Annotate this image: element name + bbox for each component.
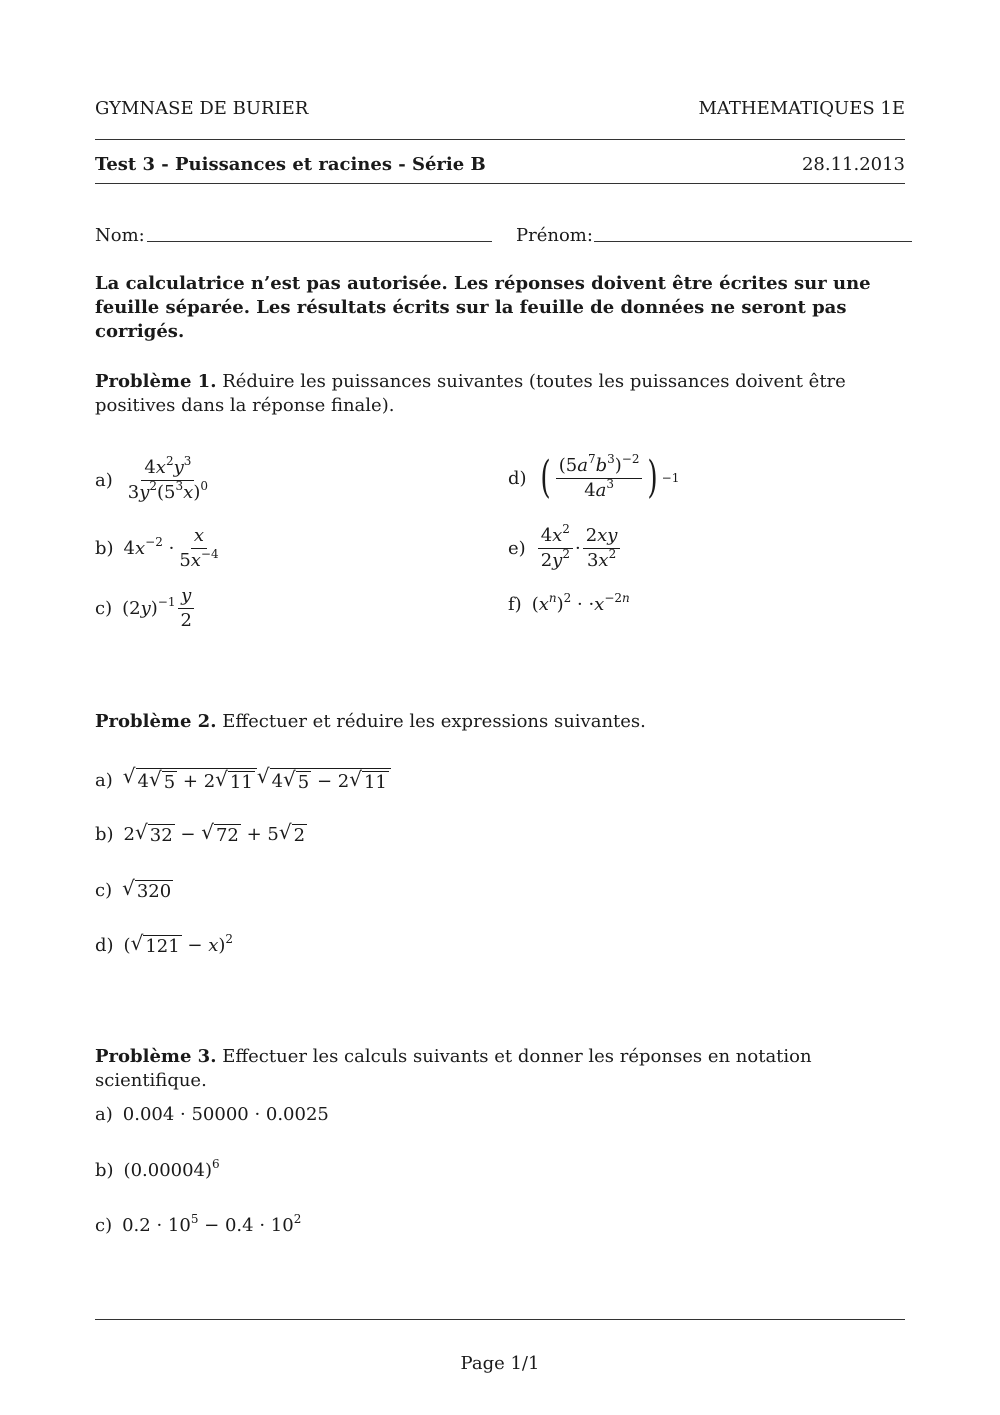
expr-1e: $\frac{4x^2}{2y^2}$ [538, 526, 573, 571]
problem2-statement [95, 710, 907, 734]
problem3-item-a: a) 0.004 · 50000 · 0.0025 [95, 1104, 329, 1125]
problem2-item-b: b) 2 √ 32 − √ 72 + 5 √ 2 [95, 820, 306, 846]
problem3-title: Problème 3. [95, 1046, 217, 1067]
problem3-item-c: c) $0.2 \cdot 10^5 - 0.4 \cdot 10^2$ [95, 1212, 302, 1236]
problem1-item-c: c) $(2y)^{-1}$ $\frac{y}{2}$ [95, 586, 197, 631]
expr-1a: $\frac{4x^2y^3}{3y^2(5^3x)^0}$ [127, 454, 208, 503]
nom-label: Nom: [95, 225, 145, 246]
problem1-statement [95, 370, 907, 418]
problem2-item-c: c) √ 320 [95, 876, 172, 902]
problem2-item-a: a) √ 4 √ 5 + 2 √ 11 √ 4 √ 5 − 2 √ 11 [95, 766, 391, 795]
problem2-title: Problème 2. [95, 711, 217, 732]
expr-2c: √ 320 [122, 876, 172, 902]
expr-2a: √ 4 √ 5 + 2 √ 11 [123, 766, 257, 795]
problem2-item-d: d) ( √ 121 − x)$^2$ [95, 931, 234, 957]
school-name: GYMNASE DE BURIER [95, 98, 309, 119]
expr-3b: $(0.00004)^6$ [123, 1157, 220, 1181]
expr-2d: ( √ 121 − x)$^2$ [123, 931, 234, 957]
nom-field[interactable] [147, 241, 492, 242]
expr-1f: $(x^n)^2 \cdot \cdot x^{-2n}$ [531, 591, 630, 615]
test-date: 28.11.2013 [801, 154, 905, 175]
expr-3c: $0.2 \cdot 10^5 - 0.4 \cdot 10^2$ [122, 1212, 302, 1236]
header-rule-top [95, 139, 905, 140]
prenom-label: Prénom: [516, 225, 593, 246]
problem1-item-d: d) ( $\frac{(5a^7b^3)^{-2}}{4a^3}$ ) −1 [508, 452, 680, 504]
test-title: Test 3 - Puissances et racines - Série B [95, 154, 486, 175]
problem1-item-a: a) $\frac{4x^2y^3}{3y^2(5^3x)^0}$ [95, 458, 213, 503]
header-rule-bottom [95, 183, 905, 184]
instructions: La calculatrice n’est pas autorisée. Les réponses doivent être écrites sur une feuille séparée. Les résultats écrits sur la feuille de données ne seront pas corrigés. [95, 273, 871, 342]
page-number: Page 1/1 [460, 1353, 540, 1374]
subject-name: MATHEMATIQUES 1E [698, 98, 905, 119]
problem1-text: Réduire les puissances suivantes (toutes les puissances doivent être positives dans la réponse finale). [95, 371, 846, 416]
problem3-item-b: b) $(0.00004)^6$ [95, 1157, 220, 1181]
problem3-statement [95, 1045, 907, 1093]
problem1-item-b: b) $4x^{-2}$ · $\frac{x}{5x^{-4}}$ [95, 525, 219, 571]
problem1-item-f: f) $(x^n)^2 \cdot \cdot x^{-2n}$ [508, 591, 630, 615]
expr-1b: $4x^{-2}$ · [123, 534, 175, 559]
problem2-text: Effectuer et réduire les expressions suivantes. [222, 711, 646, 732]
problem1-title: Problème 1. [95, 371, 217, 392]
problem1-item-e: e) $\frac{4x^2}{2y^2}$ · $\frac{2xy}{3x^2}$ [508, 526, 622, 571]
expr-3a: 0.004 · 50000 · 0.0025 [122, 1104, 329, 1125]
expr-1d: $\frac{(5a^7b^3)^{-2}}{4a^3}$ [556, 456, 643, 501]
prenom-field[interactable] [594, 241, 912, 242]
footer-rule [95, 1319, 905, 1320]
expr-2b: 2 √ 32 − √ 72 + 5 √ 2 [123, 820, 306, 846]
problem3-text: Effectuer les calculs suivants et donner les réponses en notation scientifique. [95, 1046, 812, 1091]
expr-1c: $(2y)^{-1}$ [122, 594, 176, 619]
